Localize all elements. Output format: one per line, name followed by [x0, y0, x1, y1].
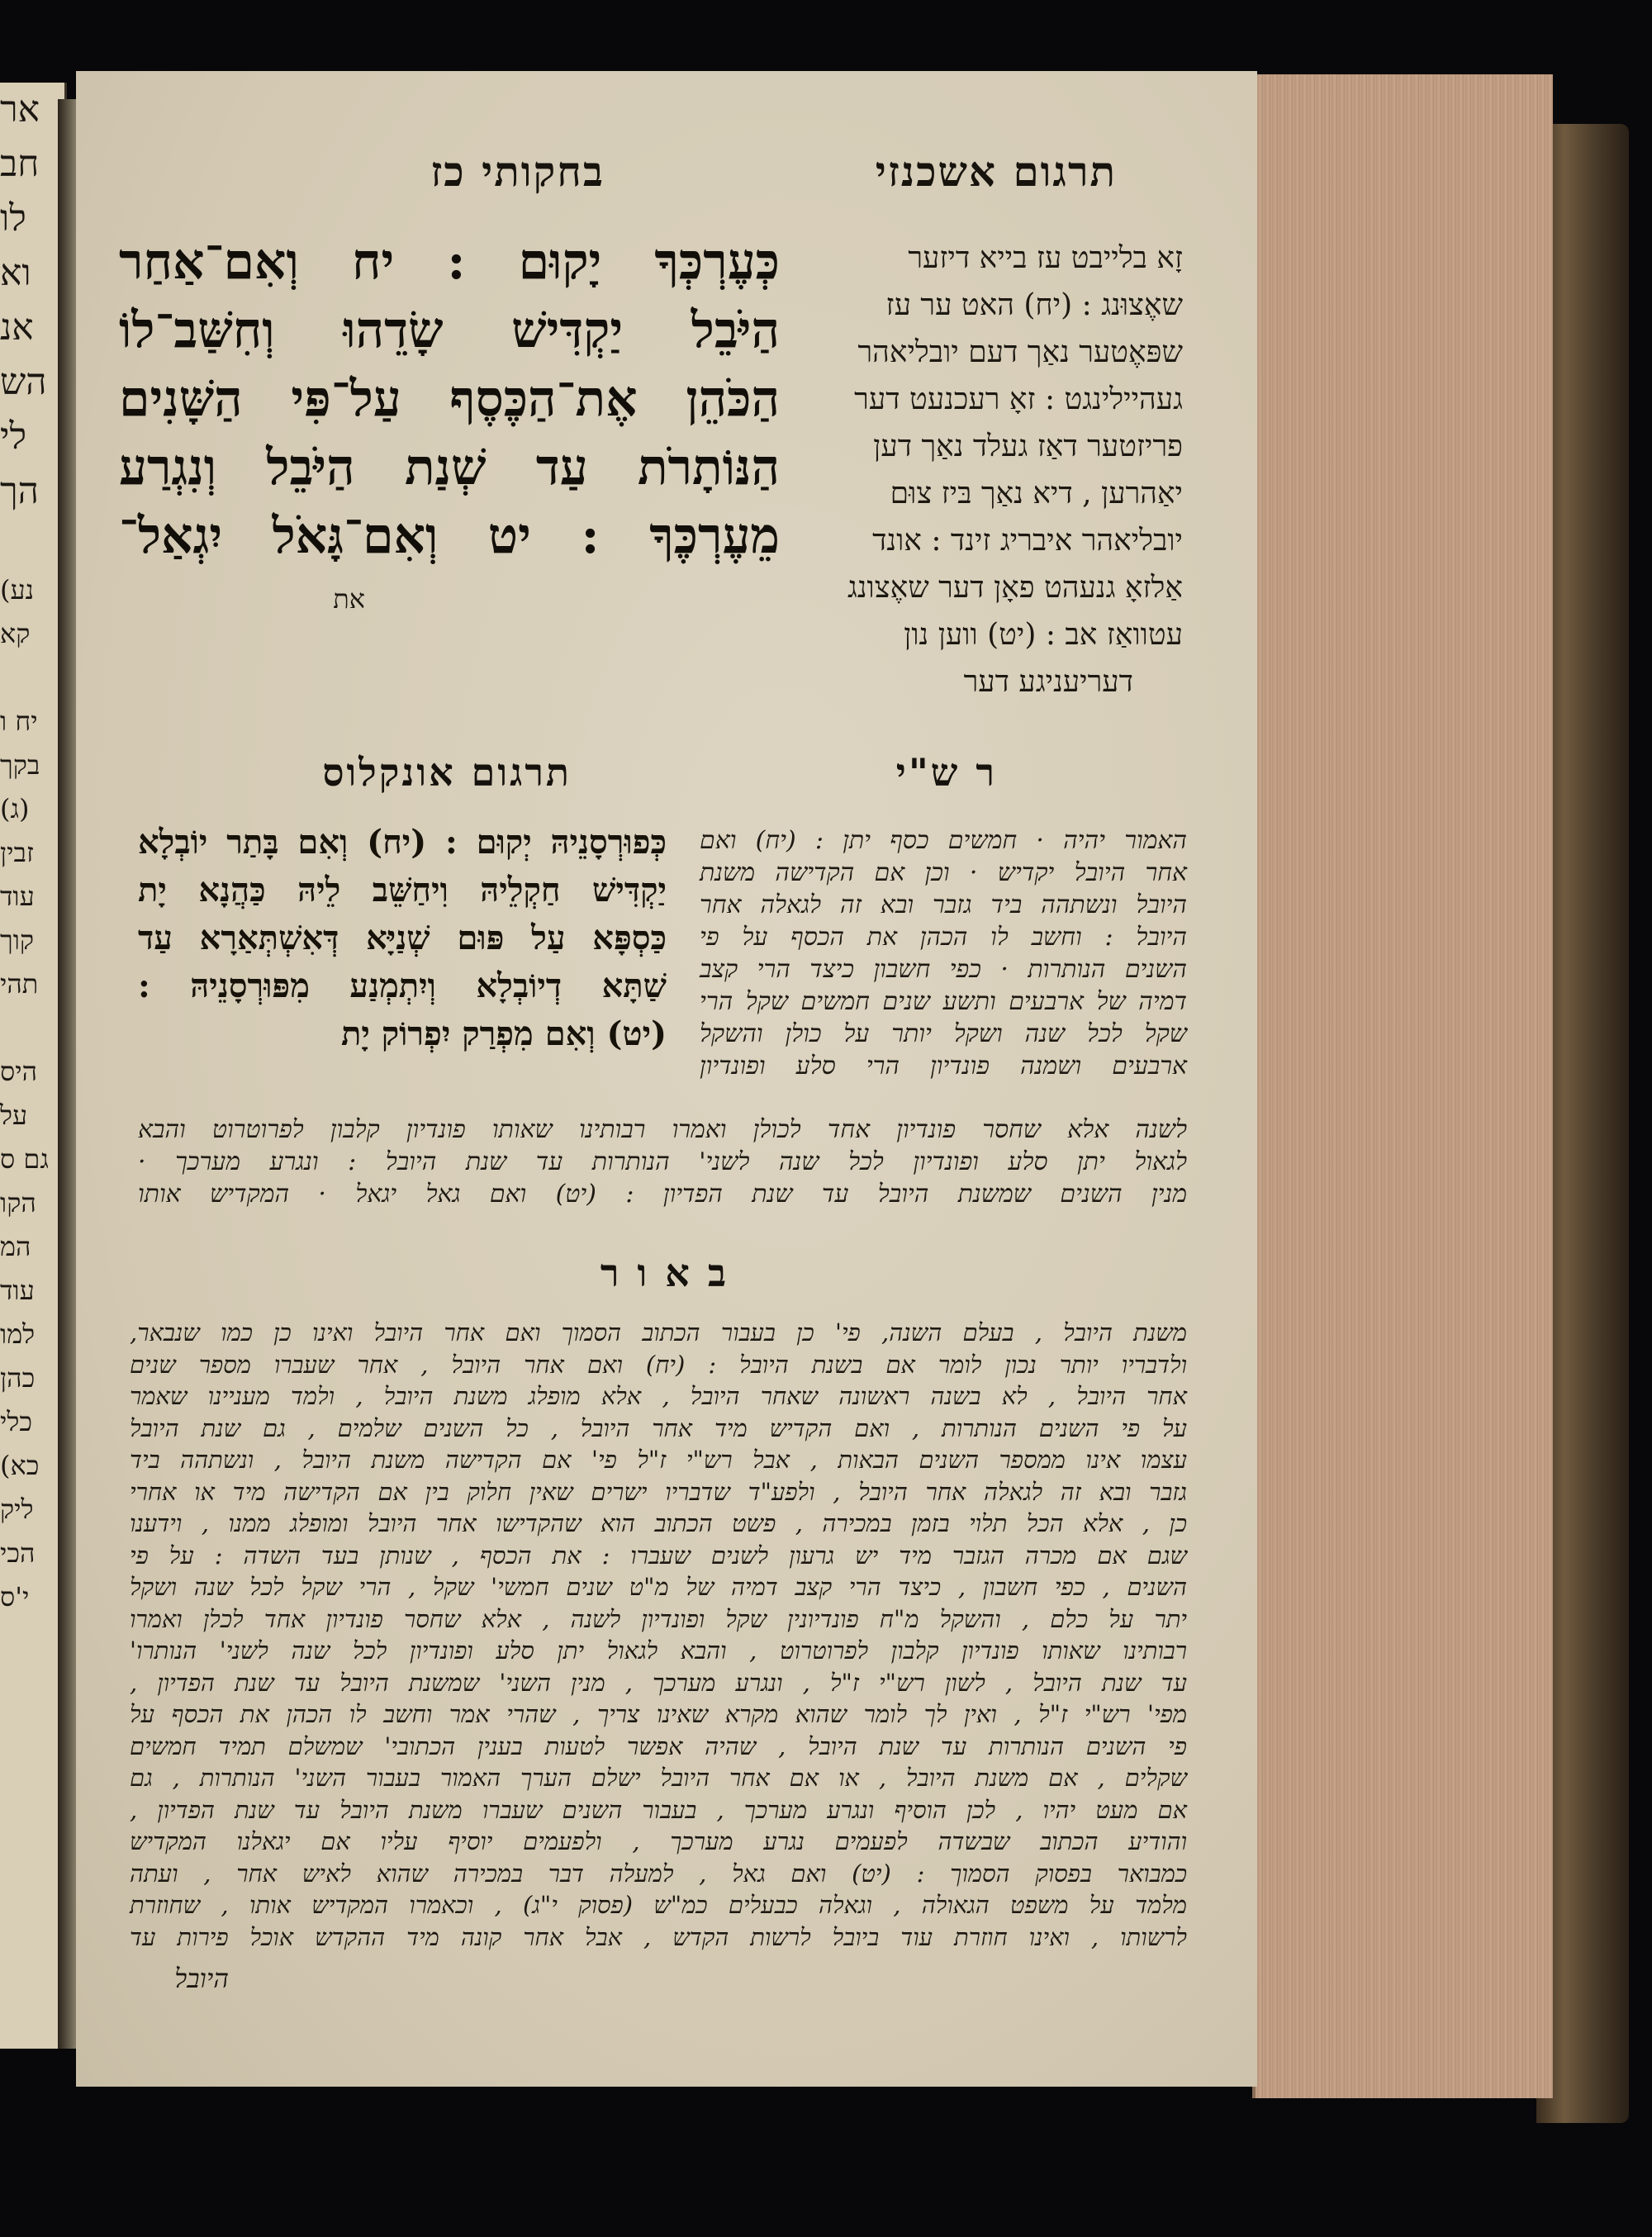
- facing-line: ליק: [0, 1494, 34, 1525]
- biur-line: מלמד על משפט הגאולה , וגאלה כבעלים כמ"ש (פסוק י"ג) , וכאמרו המקדיש אותו , שחוזרת: [130, 1891, 1187, 1919]
- rashi-line: לגאול יתן סלע ופונדיון לכל שנה לשני' הנותרות עד שנת היובל : ונגרע מערכך ·: [138, 1147, 1187, 1176]
- translation-line: זָא בלייבט עז בייא דיזער: [908, 241, 1183, 275]
- rashi-line: האמור יהיה · חמשים כסף יתן : (יח) ואם: [700, 826, 1187, 855]
- biur-line: כמבואר בפסוק הסמוך : (יט) ואם גאל , למעלה דבר במכירה שהוא לאיש אחר , ועתה: [130, 1859, 1187, 1888]
- translation-line: אַלזאָ גנעהט פאָן דער שאֶצונג: [847, 571, 1183, 605]
- facing-line: היס: [0, 1056, 37, 1087]
- facing-line: תהי: [0, 968, 39, 1000]
- facing-line: (נע: [0, 574, 34, 606]
- biur-line: אם מעט יהיו , לכן הוסיף ונגרע מערכך , בעבור השנים שעברו משנת היובל עד שנת הפדיון ,: [130, 1795, 1187, 1824]
- book-page: [76, 71, 1257, 2087]
- facing-line: (ג): [0, 793, 30, 824]
- facing-line: י'ס: [0, 1581, 30, 1612]
- facing-line: חב: [0, 143, 40, 185]
- biur-heading: ב א ו ר: [600, 1251, 729, 1295]
- translation-line: שאֶצוּנג : (יח) האט ער עז: [885, 288, 1183, 322]
- biur-line: לרשותו , ואינו חוזרת עוד ביובל לרשות הקדש , אבל אחר קונה מיד ההקדש אוכל פירות עד: [130, 1922, 1187, 1951]
- verse-line: כְּעֶרְכְּךָ יָקוּם : יח וְאִם־אַחַר: [119, 233, 780, 291]
- verse-line: הַנּוֹתָרֹת עַד שְׁנַת הַיֹּבֵל וְנִגְרַע: [119, 439, 780, 496]
- rashi-line: ארבעים ושמנה פונדיון הרי סלע ופונדיון: [700, 1052, 1187, 1081]
- rashi-line: השנים הנותרות · כפי חשבון כיצד הרי קצב: [700, 955, 1187, 984]
- rashi-heading: ר ש"י: [895, 750, 997, 795]
- biur-line: רבותינו שאותו פונדיון קלבון לפרוטרוט , והבא לגאול יתן סלע ופונדיון לכל שנה לשני' הנותרו': [130, 1636, 1187, 1665]
- facing-line: המ: [0, 1231, 31, 1262]
- verse-line: הַכֹּהֵן אֶת־הַכֶּסֶף עַל־פִּי הַשָּׁנִים: [119, 370, 780, 428]
- facing-line: הך: [0, 470, 39, 512]
- running-head-right: תרגום אשכנזי: [875, 147, 1117, 196]
- verse-block: [119, 228, 780, 571]
- verse-line: הַיֹּבֵל יַקְדִּישׁ שָׂדֵהוּ וְחִשַּׁב־לוֹ: [119, 302, 780, 359]
- facing-line: אנ: [0, 306, 34, 349]
- facing-line: גם ס: [0, 1143, 49, 1175]
- biur-catchword: היובל: [174, 1963, 229, 1994]
- translation-line: עטוואַז אב : (יט) ווען נון: [904, 618, 1183, 652]
- biur-line: כן , אלא הכל תלוי בזמן במכירה , פשט הכתוב הוא שהקדישו אחר היובל ומופלג ממנו , וידענו: [130, 1509, 1187, 1537]
- verse-line: מֵעֶרְכֶּךָ : יט וְאִם־גָּאֹל יִגְאַל־: [119, 507, 780, 565]
- biur-line: שגם אם מכרה הגזבר מיד יש גרעון לשנים שעברו : את הכסף , שנותן בעד השדה : על פי: [130, 1541, 1187, 1570]
- rashi-line: היובל : וחשב לו הכהן את הכסף על פי: [700, 923, 1187, 952]
- facing-line: אר: [0, 88, 40, 131]
- biur-line: השנים , כפי חשבון , כיצד הרי קצב דמיה של מ"ט שנים חמשי' שקל , הרי שקל לכל שנה ושקל: [130, 1573, 1187, 1601]
- facing-page-small-lines: [0, 568, 64, 1619]
- facing-line: על: [0, 1100, 28, 1131]
- verse-catchword: את: [333, 583, 365, 615]
- onkelos-line: כַּסְפָּא עַל פּוּם שְׁנַיָּא דְּאִשְׁתְּאַרָא עַד: [138, 919, 667, 957]
- rashi-line: לשנה אלא שחסר פונדיון אחד לכולן ואמרו רבותינו שאותו פונדיון קלבון לפרוטרוט והבא: [138, 1115, 1187, 1144]
- rashi-line: דמיה של ארבעים ותשע שנים חמשים שקל הרי: [700, 987, 1187, 1016]
- translation-catchword: דעריעניגע דער: [963, 665, 1133, 699]
- onkelos-heading: תרגום אונקלוס: [322, 750, 572, 795]
- running-head-left: בחקותי כז: [430, 147, 605, 196]
- onkelos-catchword: (יט) וְאִם מִפְרַק יִפְרוֹק יָת: [340, 1014, 667, 1053]
- biur-line: ולדבריו יותר נכון לומר אם בשנת היובל : (יח) ואם אחר היובל , אחר שעברו מספר שנים: [130, 1350, 1187, 1379]
- rashi-line: מנין השנים שמשנת היובל עד שנת הפדיון : (יט) ואם גאל יגאל · המקדיש אותו: [138, 1180, 1188, 1209]
- facing-page-lines: [0, 83, 64, 519]
- biur-line: אחר היובל , לא בשנה ראשונה שאחר היובל , אלא מופלג משנת היובל , ולמד מעניינו שאמר: [130, 1382, 1187, 1410]
- onkelos-column: [138, 819, 667, 1058]
- facing-line: קא: [0, 618, 31, 649]
- biur-line: שקלים , אם משנת היובל , או אם אחר היובל ישלם הערך האמור בעבור השני' הנותרות , גם: [130, 1764, 1187, 1792]
- facing-line: למו: [0, 1318, 36, 1350]
- facing-line: זבין: [0, 837, 34, 868]
- facing-line: עוד: [0, 881, 35, 912]
- onkelos-line: יַקְדִּישׁ חַקְלֵיהּ וִיחַשֵּׁב לֵיהּ כַּהֲנָא יָת: [138, 871, 667, 910]
- facing-line: בקך: [0, 749, 40, 781]
- facing-line: יח ו: [0, 705, 38, 737]
- biur-commentary: [130, 1317, 1187, 1953]
- translation-line: געהיילינגט : זאָ רעכנעט דער: [854, 382, 1183, 416]
- translation-line: שפּאֶטער נאַך דעם יובליאהר: [857, 335, 1183, 369]
- facing-line: לי: [0, 416, 27, 458]
- onkelos-line: שַׁתָּא דְיוֹבְלָא וְיִתְמְנַע מִפּוּרְסָנֵיהּ :: [138, 967, 667, 1005]
- facing-line: עוד: [0, 1275, 35, 1306]
- facing-line: לו: [0, 197, 26, 240]
- biur-line: גזבר ובא זה לגאלה אחר היובל , ולפע"ד שדבריו ישרים שאין חלוק בין אם הקדישה מיד או אחרי: [130, 1477, 1187, 1506]
- facing-line: [0, 1006, 64, 1050]
- rashi-line: שקל לכל שנה ושקל יותר על כולן והשקל: [700, 1019, 1187, 1048]
- biur-line: מפי' רש"י ז"ל , ואין לך לומר שהוא מקרא שאינו צריך , שהרי אמר וחשב לו הכהן את הכסף על: [130, 1700, 1187, 1728]
- facing-line: כלי: [0, 1406, 32, 1437]
- facing-line: (כא: [0, 1450, 40, 1481]
- biur-line: פי השנים הנותרות עד שנת היובל , שהיה אפשר לטעות בענין הכתובי' שמשלם תמיד חמשים: [130, 1731, 1187, 1760]
- translation-line: יובליאהר איבריג זינד : אונד: [872, 524, 1183, 558]
- facing-line: הקו: [0, 1187, 36, 1218]
- biur-line: על פי השנים הנותרות , ואם הקדיש מיד אחר היובל , כל השנים שלמים , גם שנת היובל: [130, 1413, 1187, 1442]
- onkelos-line: כְּפוּרְסָנֵיהּ יְקוּם : (יח) וְאִם בָּתַר יוֹבְלָא: [138, 823, 667, 862]
- rashi-line: היובל ונשתהה ביד גזבר ובא זה לגאלה אחר: [700, 891, 1187, 919]
- facing-line: כהן: [0, 1362, 36, 1394]
- facing-line: הכי: [0, 1537, 36, 1569]
- translation-line: פריזטער דאַז געלד נאַך דען: [873, 430, 1183, 463]
- biur-line: והודיע הכתוב שבשדה לפעמים נגרע מערכך , ולפעמים יוסיף עליו אם יגאלנו המקדיש: [130, 1827, 1187, 1855]
- biur-line: יתר על כלם , והשקל מ"ח פונדיונין שקל ופונדיון לשנה , אלא שחסר פונדיון אחד לכלן ואמרו: [130, 1604, 1187, 1633]
- facing-line: הש: [0, 361, 47, 403]
- facing-line: [0, 656, 64, 700]
- biur-line: משנת היובל , בעלם השנה, פי' כן בעבור הכתוב הסמוך ואם אחר היובל ואינו כן כמו שנבאר,: [130, 1318, 1187, 1346]
- rashi-column: [700, 824, 1187, 1082]
- facing-line: קוך: [0, 924, 35, 956]
- biur-line: עד שנת היובל , לשון רש"י ז"ל , ונגרע מערכך , מנין השני' שמשנת היובל עד שנת הפדיון ,: [130, 1668, 1187, 1697]
- rashi-continuation: [138, 1114, 1187, 1210]
- facing-line: וא: [0, 252, 31, 294]
- biur-line: עצמו אינו ממספר השנים הבאות , אבל רש"י ז"ל פי' אם הקדישה משנת היובל , ונשתהה ביד: [130, 1446, 1187, 1474]
- page-block-fore-edge: [1252, 74, 1553, 2098]
- translation-column: [811, 235, 1183, 705]
- facing-page-edge: [0, 83, 67, 2049]
- rashi-line: אחר היובל יקדיש · וכן אם הקדישה משנת: [700, 858, 1187, 887]
- translation-line: יאַהרען , דיא נאַך בּיז צוּם: [890, 477, 1183, 511]
